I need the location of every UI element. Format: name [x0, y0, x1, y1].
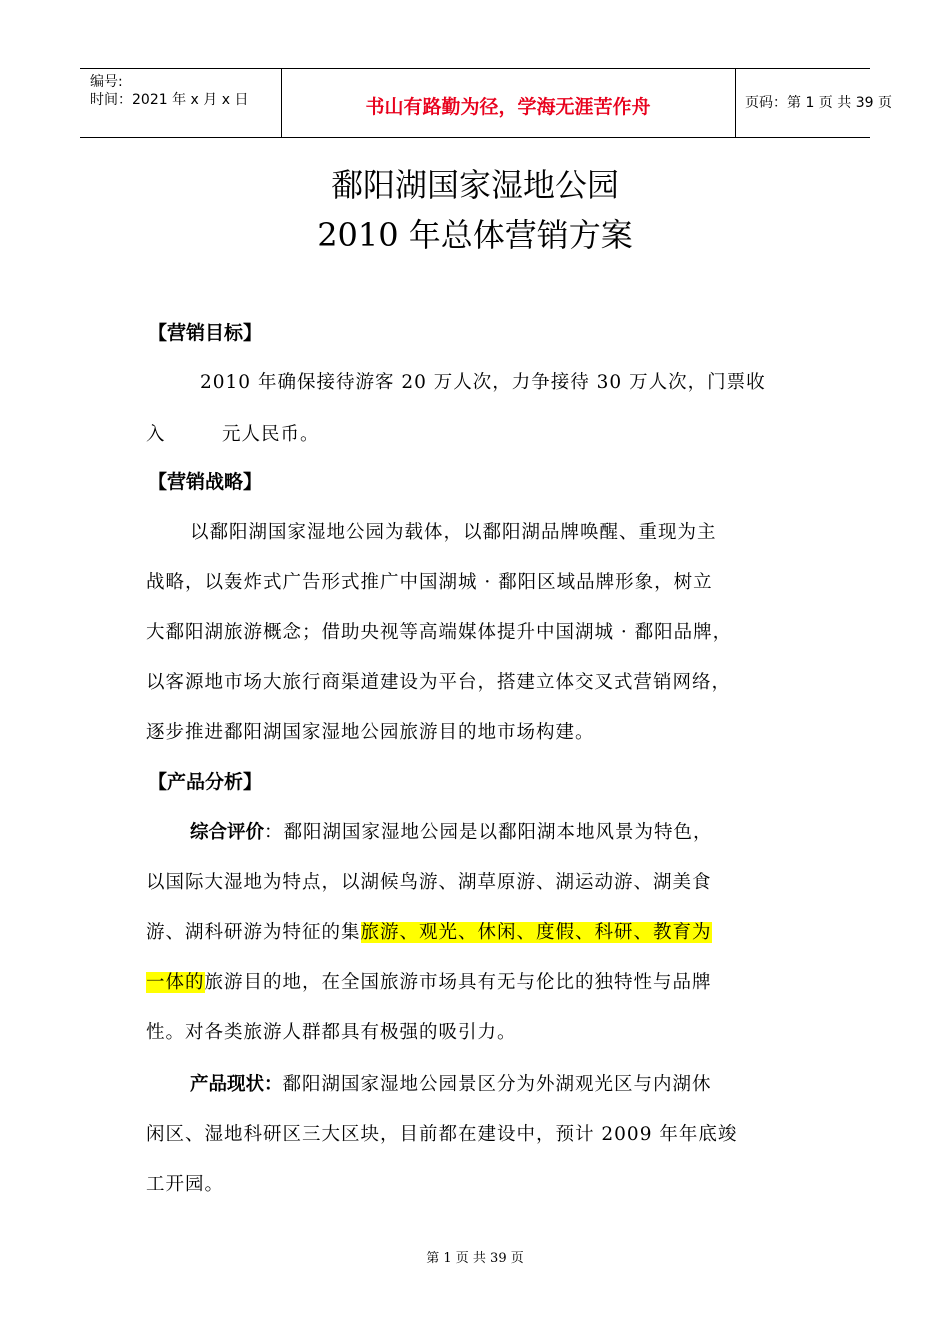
- goal-heading: 【营销目标】: [148, 322, 263, 344]
- strategy-line-2: 战略，以轰炸式广告形式推广中国湖城 · 鄱阳区域品牌形象，树立: [146, 572, 713, 593]
- strategy-line-1: 以鄱阳湖国家湿地公园为载体，以鄱阳湖品牌唤醒、重现为主: [190, 522, 717, 543]
- status-line-3: 工开园。: [146, 1174, 225, 1195]
- status-line-1: [190, 1072, 712, 1098]
- page-info: 页码：第 1 页 共 39 页: [745, 95, 892, 111]
- evaluation-highlight-1: 旅游、观光、休闲、度假、科研、教育为: [360, 922, 712, 943]
- status-line-2: 闲区、湿地科研区三大区块，目前都在建设中，预计 2009 年年底竣: [146, 1124, 738, 1145]
- evaluation-label: 综合评价: [190, 822, 265, 843]
- evaluation-line-3: [146, 920, 712, 946]
- evaluation-highlight-2: 一体的: [146, 972, 205, 993]
- status-label: 产品现状：: [190, 1074, 283, 1095]
- page-title-line1: 鄱阳湖国家湿地公园: [330, 166, 619, 204]
- goal-line-1: 2010 年确保接待游客 20 万人次，力争接待 30 万人次，门票收: [200, 372, 766, 393]
- document-number-label: 编号:: [90, 74, 123, 90]
- evaluation-line-4-text: 旅游目的地，在全国旅游市场具有无与伦比的独特性与品牌: [204, 972, 712, 993]
- header-table: [80, 68, 892, 138]
- evaluation-line-4: [146, 970, 712, 996]
- evaluation-line-1: [190, 820, 713, 846]
- status-line-1-text: 鄱阳湖国家湿地公园景区分为外湖观光区与内湖休: [282, 1074, 712, 1095]
- evaluation-line-5: 性。对各类旅游人群都具有极强的吸引力。: [146, 1022, 517, 1043]
- page-title-line2: 2010 年总体营销方案: [317, 216, 633, 254]
- header-meta-cell: [80, 69, 282, 137]
- strategy-line-4: 以客源地市场大旅行商渠道建设为平台，搭建立体交叉式营销网络，: [146, 672, 732, 693]
- motto-text: 书山有路勤为径，学海无涯苦作舟: [365, 96, 651, 118]
- goal-line-2b: 元人民币。: [222, 424, 320, 445]
- strategy-line-5: 逐步推进鄱阳湖国家湿地公园旅游目的地市场构建。: [146, 722, 595, 743]
- header-page-cell: [735, 69, 892, 137]
- goal-line-2a: 入: [146, 424, 166, 445]
- evaluation-line-1-text: ：鄱阳湖国家湿地公园是以鄱阳湖本地风景为特色，: [264, 822, 713, 843]
- strategy-line-3: 大鄱阳湖旅游概念；借助央视等高端媒体提升中国湖城 · 鄱阳品牌，: [146, 622, 733, 643]
- header-motto-cell: [281, 69, 736, 137]
- page-footer: 第 1 页 共 39 页: [426, 1251, 524, 1266]
- document-time-label: 时间：2021 年 x 月 x 日: [90, 92, 249, 108]
- evaluation-line-2: 以国际大湿地为特点，以湖候鸟游、湖草原游、湖运动游、湖美食: [146, 872, 712, 893]
- product-heading: 【产品分析】: [148, 771, 263, 793]
- strategy-heading: 【营销战略】: [148, 471, 263, 493]
- evaluation-line-3-text: 游、湖科研游为特征的集: [146, 922, 361, 943]
